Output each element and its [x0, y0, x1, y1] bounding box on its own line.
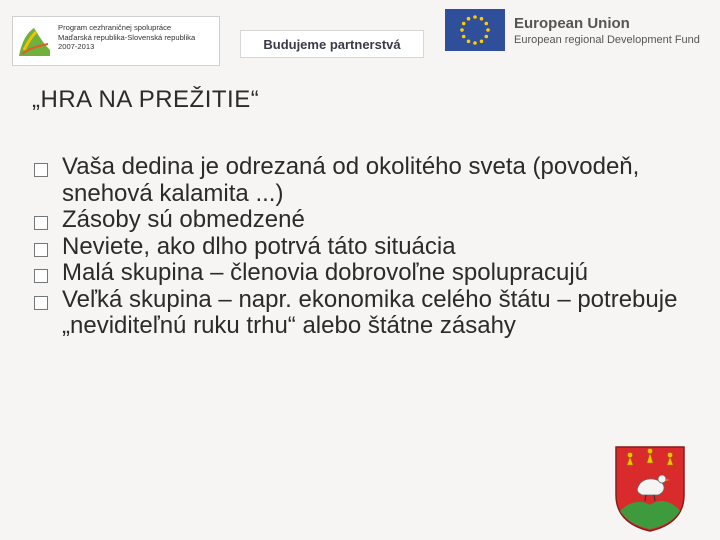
eu-flag-icon [445, 9, 505, 51]
bullet-box-icon [34, 216, 48, 230]
slogan-badge: Budujeme partnerstvá [240, 30, 424, 58]
bullet-item [34, 154, 704, 207]
eu-star-icon [467, 17, 471, 21]
bullet-item [34, 260, 704, 287]
eu-star-icon [486, 28, 490, 32]
bullet-box-icon [34, 163, 48, 177]
slide-title: „HRA NA PREŽITIE“ [32, 86, 260, 113]
eu-star-icon [485, 35, 489, 39]
bullet-list [34, 154, 704, 340]
bullet-item [34, 234, 704, 261]
bullet-item [34, 287, 704, 340]
bullet-text: Neviete, ako dlho potrvá táto situácia [62, 232, 456, 260]
bullet-text: Veľká skupina – napr. ekonomika celého štátu – potrebuje „neviditeľnú ruku trhu“ alebo štátne zásahy [62, 285, 678, 339]
bullet-box-icon [34, 296, 48, 310]
bullet-item [34, 207, 704, 234]
program-logo [12, 16, 220, 66]
bullet-text: Vaša dedina je odrezaná od okolitého sveta (povodeň, snehová kalamita ...) [62, 153, 640, 207]
eu-star-icon [480, 40, 484, 44]
header-logos [0, 0, 720, 72]
bullet-text: Zásoby sú obmedzené [62, 206, 305, 233]
program-line-2: Maďarská republika-Slovenská republika [58, 32, 196, 42]
program-line-3: 2007-2013 [58, 42, 95, 52]
eu-star-icon [467, 40, 471, 44]
eu-subtitle: European regional Development Fund [514, 34, 700, 46]
eu-title: European Union [514, 15, 630, 32]
program-line-1: Program cezhraničnej spolupráce [58, 23, 172, 32]
eu-text [514, 15, 700, 47]
eu-star-icon [473, 41, 477, 45]
coat-of-arms-icon [612, 443, 688, 533]
program-logo-text [58, 23, 195, 52]
eu-star-icon [473, 15, 477, 19]
eu-star-icon [485, 22, 489, 26]
bullet-text: Malá skupina – členovia dobrovoľne spolupracujú [62, 259, 588, 286]
eu-star-icon [462, 22, 466, 26]
eu-star-icon [480, 17, 484, 21]
program-emblem-icon [16, 20, 54, 60]
bullet-box-icon [34, 269, 48, 283]
bullet-box-icon [34, 243, 48, 257]
eu-star-icon [460, 28, 464, 32]
eu-star-icon [462, 35, 466, 39]
